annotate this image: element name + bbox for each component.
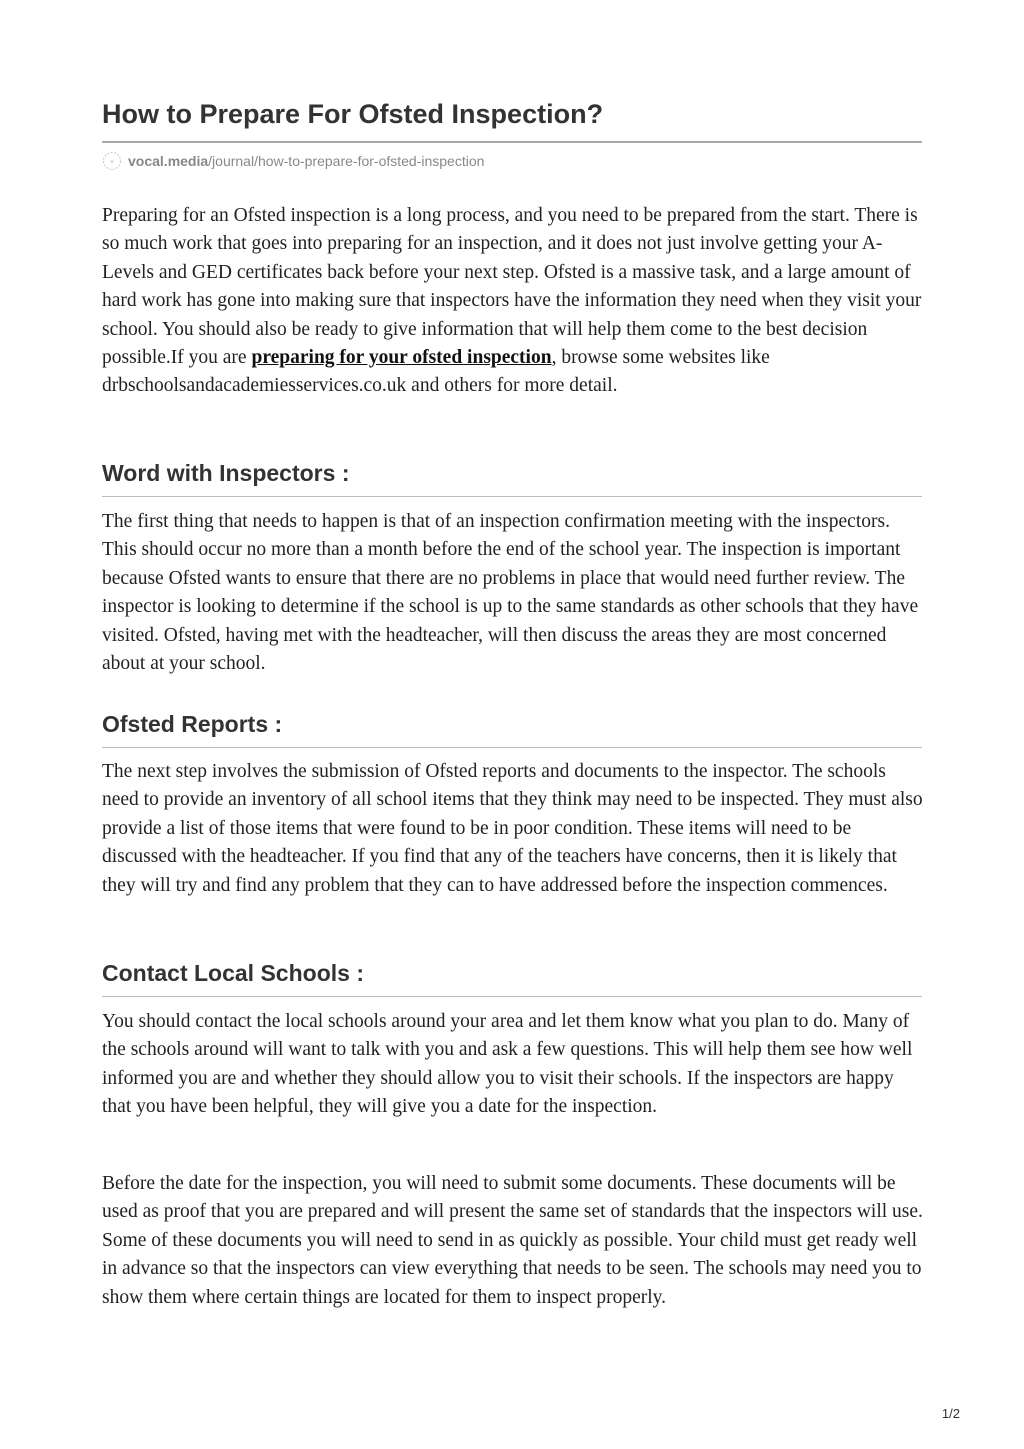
section-divider: [102, 996, 922, 997]
section-divider: [102, 747, 922, 748]
source-domain: vocal.media: [128, 153, 209, 169]
section-paragraph: You should contact the local schools around your area and let them know what you plan to do. Many of the schools around will want to talk with you and ask a few questions. This will help them see how well informed you are and whether they should allow you to visit their schools. If the inspectors are happy that you have been helpful, they will give you a date for the inspection.: [102, 1011, 913, 1118]
title-divider: [102, 141, 922, 143]
section-paragraph: The next step involves the submission of Ofsted reports and documents to the inspector. The schools need to provide an inventory of all school items that they think may need to be inspected. They must also provide a list of those items that were found to be in poor condition. These items will need to be discussed with the headteacher. If you find that any of the teachers have concerns, then it is likely that they will try and find any problem that they can to have addressed before the inspection commences.: [102, 761, 923, 896]
section-paragraph: Before the date for the inspection, you will need to submit some documents. These documents will be used as proof that you are prepared and will present the same set of standards that the inspectors will use. Some of these documents you will need to send in as quickly as possible. Your child must get ready well in advance so that the inspectors can view everything that needs to be seen. The schools may need you to show them where certain things are located for them to inspect properly.: [102, 1173, 923, 1308]
source-path: /journal/how-to-prepare-for-ofsted-inspection: [208, 153, 485, 169]
intro-paragraph: [102, 202, 924, 401]
intro-text-after-link: , browse some websites like drbschoolsandacademiesservices.co.uk and others for more detail.: [102, 347, 770, 397]
section-divider: [102, 496, 922, 497]
article-title: How to Prepare For Ofsted Inspection?: [102, 99, 604, 129]
ofsted-inspection-link[interactable]: preparing for your ofsted inspection: [251, 347, 552, 369]
source-link[interactable]: [102, 150, 484, 172]
section-heading-contact-local-schools: Contact Local Schools :: [102, 960, 364, 986]
intro-text-before-link: Preparing for an Ofsted inspection is a long process, and you need to be prepared from the start. There is so much work that goes into preparing for an inspection, and it does not just involve getting your A-Levels and GED certificates back before your next step. Ofsted is a massive task, and a large amount of hard work has gone into making sure that inspectors have the information they need when they visit your school. You should also be ready to give information that will help them come to the best decision possible.If you are: [102, 205, 922, 369]
section-heading-word-with-inspectors: Word with Inspectors :: [102, 460, 350, 486]
svg-text:v: v: [110, 159, 114, 166]
section-paragraph: The first thing that needs to happen is that of an inspection confirmation meeting with the inspectors. This should occur no more than a month before the end of the school year. The inspection is important because Ofsted wants to ensure that there are no problems in place that would need further review. The inspector is looking to determine if the school is up to the same standards as other schools that they have visited. Ofsted, having met with the headteacher, will then discuss the areas they are most concerned about at your school.: [102, 511, 919, 675]
page-number: 1/2: [941, 1406, 960, 1421]
section-heading-ofsted-reports: Ofsted Reports :: [102, 711, 283, 737]
vocal-logo-icon: [102, 151, 122, 171]
